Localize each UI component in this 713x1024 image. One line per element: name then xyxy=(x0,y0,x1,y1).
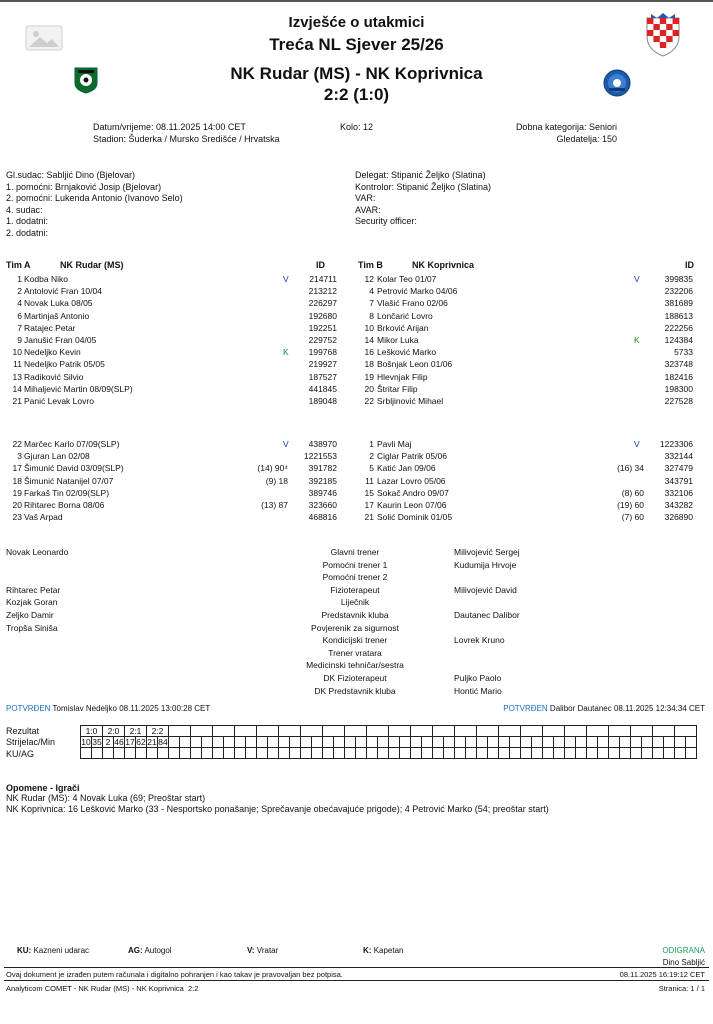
player-name: Mihaljević Martin 08/09(SLP) xyxy=(24,383,133,394)
player-row xyxy=(0,285,345,297)
player-name: Lešković Marko xyxy=(377,347,437,358)
age-category: Dobna kategorija: Seniori xyxy=(515,122,617,132)
player-row xyxy=(356,511,701,523)
player-name: Marčec Karlo 07/09(SLP) xyxy=(24,439,120,449)
player-row xyxy=(0,310,345,322)
staff-role: DK Predstavnik kluba xyxy=(314,685,396,696)
player-row xyxy=(0,511,345,523)
player-name: Šimunić David 03/09(SLP) xyxy=(24,463,124,474)
player-number: 1 xyxy=(17,274,22,284)
team-b-name: NK Koprivnica xyxy=(412,260,475,270)
staff-role: Glavni trener xyxy=(330,547,380,557)
player-id: 323748 xyxy=(664,359,693,370)
player-row xyxy=(0,475,345,487)
player-id: 5733 xyxy=(674,347,693,358)
official-entry: 4. sudac: xyxy=(6,204,43,215)
player-number: 7 xyxy=(369,298,374,309)
player-name: Novak Luka 08/05 xyxy=(24,298,93,309)
player-number: 17 xyxy=(364,500,374,510)
player-row xyxy=(0,499,345,511)
player-number: 18 xyxy=(364,359,374,370)
goalkeeper-mark: V xyxy=(283,274,289,284)
player-number: 10 xyxy=(12,347,22,358)
player-name: Šimunić Natanijel 07/07 xyxy=(24,475,114,486)
player-row xyxy=(0,462,345,474)
confirmation-text: Tomislav Nedeljko 08.11.2025 13:00:28 CET xyxy=(52,704,211,713)
team-a-label: Tim A xyxy=(6,260,31,270)
player-name: Kodba Niko xyxy=(24,274,68,284)
official-entry: Kontrolor: Stipanić Željko (Slatina) xyxy=(355,181,492,192)
player-number: 12 xyxy=(364,274,374,284)
player-id: 214711 xyxy=(309,274,337,284)
player-name: Martinjaš Antonio xyxy=(24,310,90,321)
player-id: 438970 xyxy=(308,439,337,449)
footer-disclaimer: Ovaj dokument je izrađen putem računala i digitalno pohranjen i kao takav je pravovaljan bez potpisa. xyxy=(6,970,343,979)
player-name: Farkaš Tin 02/09(SLP) xyxy=(24,487,110,498)
player-number: 16 xyxy=(364,347,374,358)
player-number: 8 xyxy=(369,310,374,321)
player-name: Panić Levak Lovro xyxy=(24,396,94,406)
player-row xyxy=(356,487,701,499)
player-name: Janušić Fran 04/05 xyxy=(24,335,97,345)
staff-team-a: Tropša Siniša xyxy=(6,622,58,633)
warning-line: NK Rudar (MS): 4 Novak Luka (69; Preoštar start) xyxy=(6,793,206,803)
player-row xyxy=(356,450,701,462)
player-name: Štritar Filip xyxy=(377,383,418,394)
player-name: Solić Dominik 01/05 xyxy=(377,512,453,523)
captain-mark: K xyxy=(283,347,289,358)
player-id: 381689 xyxy=(664,298,693,309)
official-entry: 2. dodatni: xyxy=(6,227,49,238)
staff-team-b: Milivojević Sergej xyxy=(454,547,520,557)
player-id: 343791 xyxy=(664,475,693,486)
score-cell: 10 xyxy=(81,737,91,747)
player-row xyxy=(0,273,345,285)
player-id: 232206 xyxy=(664,286,693,297)
team-a-id-header: ID xyxy=(316,260,325,270)
player-number: 20 xyxy=(12,500,22,510)
player-name: Petrović Marko 04/06 xyxy=(377,286,458,297)
staff-team-b: Lovrek Kruno xyxy=(454,635,505,646)
official-entry: Security officer: xyxy=(355,216,417,226)
player-id: 343282 xyxy=(664,500,693,510)
player-number: 11 xyxy=(13,359,22,370)
player-name: Nedeljko Kevin xyxy=(24,347,81,358)
player-id: 189048 xyxy=(308,396,337,406)
staff-role: DK Fizioterapeut xyxy=(323,673,387,683)
player-number: 15 xyxy=(364,487,374,498)
player-id: 226297 xyxy=(308,298,337,309)
player-row xyxy=(356,475,701,487)
substitution-info: (19) 60 xyxy=(617,500,644,510)
confirmation-status: POTVRĐEN xyxy=(6,704,51,713)
score-label-scorer: Strijelac/Min xyxy=(6,737,56,747)
player-number: 18 xyxy=(12,475,22,486)
player-row xyxy=(356,310,701,322)
player-row xyxy=(356,358,701,370)
player-number: 4 xyxy=(17,298,22,309)
footer-divider xyxy=(4,967,709,968)
match-datetime: Datum/vrijeme: 08.11.2025 14:00 CET xyxy=(93,122,246,132)
player-id: 182416 xyxy=(664,371,693,382)
official-entry: Delegat: Stipanić Željko (Slatina) xyxy=(355,170,486,180)
player-name: Hlevnjak Filip xyxy=(377,371,428,382)
player-row xyxy=(0,346,345,358)
substitution-info: (16) 34 xyxy=(617,463,644,474)
player-name: Katić Jan 09/06 xyxy=(377,463,436,474)
confirmation-team-a xyxy=(6,704,210,713)
player-number: 1 xyxy=(369,439,374,449)
player-number: 2 xyxy=(17,286,22,297)
player-number: 22 xyxy=(364,396,374,406)
match-score: 2:2 (1:0) xyxy=(323,85,390,104)
staff-team-b: Dautanec Dalibor xyxy=(454,610,520,620)
player-number: 19 xyxy=(364,371,374,382)
player-id: 399835 xyxy=(664,274,693,284)
player-id: 188613 xyxy=(664,310,693,321)
player-number: 5 xyxy=(369,463,374,474)
score-cell: 17 xyxy=(125,737,135,747)
player-name: Lazar Lovro 05/06 xyxy=(377,475,446,486)
league-title: Treća NL Sjever 25/26 xyxy=(269,35,444,54)
legend-item-captain: K: Kapetan xyxy=(363,946,404,955)
footer-divider xyxy=(4,980,709,981)
confirmation-team-b xyxy=(503,704,705,713)
goalkeeper-mark: V xyxy=(634,274,640,284)
player-row xyxy=(356,297,701,309)
match-title: NK Rudar (MS) - NK Koprivnica xyxy=(230,64,483,83)
player-row xyxy=(356,383,701,395)
player-name: Bošnjak Leon 01/06 xyxy=(377,359,453,370)
player-row xyxy=(356,285,701,297)
match-round: Kolo: 12 xyxy=(340,122,374,132)
player-id: 192251 xyxy=(308,322,337,333)
substitution-info: (9) 18 xyxy=(265,475,288,486)
player-row xyxy=(0,322,345,334)
player-id: 327479 xyxy=(664,463,693,474)
spectator-count: Gledatelja: 150 xyxy=(556,134,617,144)
team-a-name: NK Rudar (MS) xyxy=(60,260,124,270)
player-row xyxy=(0,383,345,395)
player-name: Mikor Luka xyxy=(377,335,419,345)
score-cell xyxy=(685,747,697,759)
player-name: Rihtarec Borna 08/06 xyxy=(24,500,105,510)
player-name: Sokač Andro 09/07 xyxy=(377,487,449,498)
player-id: 124384 xyxy=(664,335,693,345)
player-row xyxy=(356,322,701,334)
official-entry: 1. pomoćni: Brnjaković Josip (Bjelovar) xyxy=(6,181,162,192)
player-row xyxy=(356,499,701,511)
substitution-info: (13) 87 xyxy=(261,500,288,510)
player-number: 4 xyxy=(369,286,374,297)
player-number: 19 xyxy=(12,487,22,498)
official-entry: 1. dodatni: xyxy=(6,216,49,226)
player-row xyxy=(0,438,345,450)
player-id: 332144 xyxy=(664,451,693,462)
player-id: 389746 xyxy=(308,487,337,498)
player-row xyxy=(356,334,701,346)
player-id: 198300 xyxy=(664,383,693,394)
player-row xyxy=(356,371,701,383)
player-number: 6 xyxy=(17,310,22,321)
player-id: 192680 xyxy=(308,310,337,321)
player-name: Kaurin Leon 07/06 xyxy=(377,500,447,510)
staff-role: Liječnik xyxy=(340,597,370,608)
score-cell: 46 xyxy=(114,737,124,747)
player-id: 1223306 xyxy=(659,439,693,449)
player-number: 13 xyxy=(12,371,22,382)
player-number: 22 xyxy=(12,439,22,449)
player-id: 468816 xyxy=(308,512,337,523)
confirmation-text: Dalibor Dautanec 08.11.2025 12:34:34 CET xyxy=(549,704,705,713)
staff-team-b: Kudumija Hrvoje xyxy=(454,559,517,570)
score-cell: 2:0 xyxy=(102,725,125,737)
player-number: 11 xyxy=(365,475,374,486)
player-id: 222256 xyxy=(664,322,693,333)
captain-mark: K xyxy=(634,335,640,345)
staff-team-a: Kozjak Goran xyxy=(6,597,58,608)
staff-team-b: Milivojević David xyxy=(454,584,517,595)
player-row xyxy=(356,395,701,407)
official-entry: VAR: xyxy=(355,193,376,203)
player-row xyxy=(0,371,345,383)
signer-name: Dino Sabljić xyxy=(662,958,705,967)
match-stadium: Stadion: Šuderka / Mursko Središće / Hrvatska xyxy=(93,134,280,144)
player-number: 23 xyxy=(12,512,22,523)
substitution-info: (8) 60 xyxy=(621,487,644,498)
report-title: Izvješće o utakmici xyxy=(288,14,425,31)
footer-page-number: Stranica: 1 / 1 xyxy=(658,984,705,993)
player-number: 14 xyxy=(12,383,22,394)
confirmation-status: POTVRĐEN xyxy=(503,704,548,713)
player-name: Brković Arijan xyxy=(377,322,429,333)
footer-timestamp: 08.11.2025 16:19:12 CET xyxy=(619,970,705,979)
player-name: Pavli Maj xyxy=(377,439,412,449)
score-cell: 2:2 xyxy=(146,725,169,737)
official-entry: Gl.sudac: Sabljić Dino (Bjelovar) xyxy=(6,170,136,180)
player-name: Nedeljko Patrik 05/05 xyxy=(24,359,105,370)
player-id: 391782 xyxy=(308,463,337,474)
player-row xyxy=(356,346,701,358)
staff-role: Pomoćni trener 1 xyxy=(322,559,388,570)
legend-item-own-goal: AG: Autogol xyxy=(128,946,172,955)
player-name: Antolović Fran 10/04 xyxy=(24,286,102,297)
staff-role: Kondicijski trener xyxy=(322,635,388,646)
player-number: 21 xyxy=(364,512,374,523)
player-id: 392185 xyxy=(308,475,337,486)
player-number: 3 xyxy=(17,451,22,462)
official-entry: 2. pomoćni: Lukenda Antonio (Ivanovo Selo) xyxy=(6,193,183,203)
player-row xyxy=(0,334,345,346)
player-row xyxy=(0,487,345,499)
team-b-label: Tim B xyxy=(358,260,383,270)
official-entry: AVAR: xyxy=(355,204,381,215)
staff-role: Medicinski tehničar/sestra xyxy=(306,660,404,671)
warnings-title: Opomene - Igrači xyxy=(6,783,80,793)
legend-item-penalty: KU: Kazneni udarac xyxy=(17,946,90,955)
player-name: Lončarić Lovro xyxy=(377,310,433,321)
player-number: 21 xyxy=(12,396,22,406)
staff-role: Predstavnik kluba xyxy=(321,610,389,620)
score-cell: 84 xyxy=(158,737,168,747)
player-id: 1221553 xyxy=(303,451,337,462)
warning-line: NK Koprivnica: 16 Lešković Marko (33 - Nesportsko ponašanje; Sprečavanje obećavajuće prigode); 4 Petrović Marko (54; preoštar start) xyxy=(6,804,549,814)
player-number: 14 xyxy=(364,335,374,345)
goalkeeper-mark: V xyxy=(634,439,640,449)
player-number: 10 xyxy=(364,322,374,333)
player-row xyxy=(356,462,701,474)
player-row xyxy=(0,395,345,407)
player-name: Kolar Teo 01/07 xyxy=(377,274,437,284)
score-cell: 21 xyxy=(147,737,157,747)
player-id: 229752 xyxy=(308,335,337,345)
team-b-id-header: ID xyxy=(685,260,694,270)
staff-team-a: Zeljko Damir xyxy=(6,610,54,620)
score-cell: 2 xyxy=(102,736,114,748)
staff-role: Pomoćni trener 2 xyxy=(322,572,388,583)
substitution-info: (14) 90⁴ xyxy=(257,463,288,474)
score-cell: 62 xyxy=(136,737,146,747)
player-number: 17 xyxy=(12,463,22,474)
player-number: 7 xyxy=(17,322,22,333)
footer-source: Analyticom COMET - NK Rudar (MS) - NK Koprivnica 2:2 xyxy=(6,984,199,993)
score-label-result: Rezultat xyxy=(6,726,40,736)
player-name: Gjuran Lan 02/08 xyxy=(24,451,90,462)
player-number: 2 xyxy=(369,451,374,462)
player-name: Ciglar Patrik 05/06 xyxy=(377,451,447,462)
goalkeeper-mark: V xyxy=(283,439,289,449)
staff-team-b: Puljko Paolo xyxy=(454,673,502,683)
staff-team-b: Hontić Mario xyxy=(454,685,502,696)
top-border xyxy=(0,0,713,2)
player-name: Radiković Silvio xyxy=(24,371,84,382)
score-cell: 2:1 xyxy=(124,725,147,737)
substitution-info: (7) 60 xyxy=(621,512,644,523)
staff-role: Fizioterapeut xyxy=(330,584,380,595)
player-row xyxy=(356,438,701,450)
staff-team-a: Rihtarec Petar xyxy=(6,584,61,595)
player-name: Vlašić Frano 02/06 xyxy=(377,298,448,309)
score-cell: 1:0 xyxy=(80,725,103,737)
score-cell: 35 xyxy=(92,737,102,747)
player-id: 227528 xyxy=(664,396,693,406)
staff-role: Trener vratara xyxy=(328,647,382,658)
player-id: 213212 xyxy=(308,286,337,297)
player-id: 199768 xyxy=(308,347,337,358)
staff-team-a: Novak Leonardo xyxy=(6,547,69,557)
player-name: Ratajec Petar xyxy=(24,322,76,333)
player-name: Vaš Arpad xyxy=(24,512,63,523)
player-id: 219927 xyxy=(308,359,337,370)
player-number: 9 xyxy=(17,335,22,345)
player-number: 20 xyxy=(364,383,374,394)
score-label-ku-ag: KU/AG xyxy=(6,749,35,759)
player-row xyxy=(0,297,345,309)
match-status-played: ODIGRANA xyxy=(662,946,705,955)
player-id: 323660 xyxy=(308,500,337,510)
player-id: 332106 xyxy=(664,487,693,498)
player-row xyxy=(0,358,345,370)
legend-item-goalkeeper: V: Vratar xyxy=(247,946,279,955)
player-row xyxy=(0,450,345,462)
staff-role: Povjerenik za sigurnost xyxy=(311,622,399,633)
player-id: 187527 xyxy=(308,371,337,382)
player-id: 441845 xyxy=(308,383,337,394)
player-row xyxy=(356,273,701,285)
player-name: Srbljinović Mihael xyxy=(377,396,444,406)
player-id: 326890 xyxy=(664,512,693,523)
